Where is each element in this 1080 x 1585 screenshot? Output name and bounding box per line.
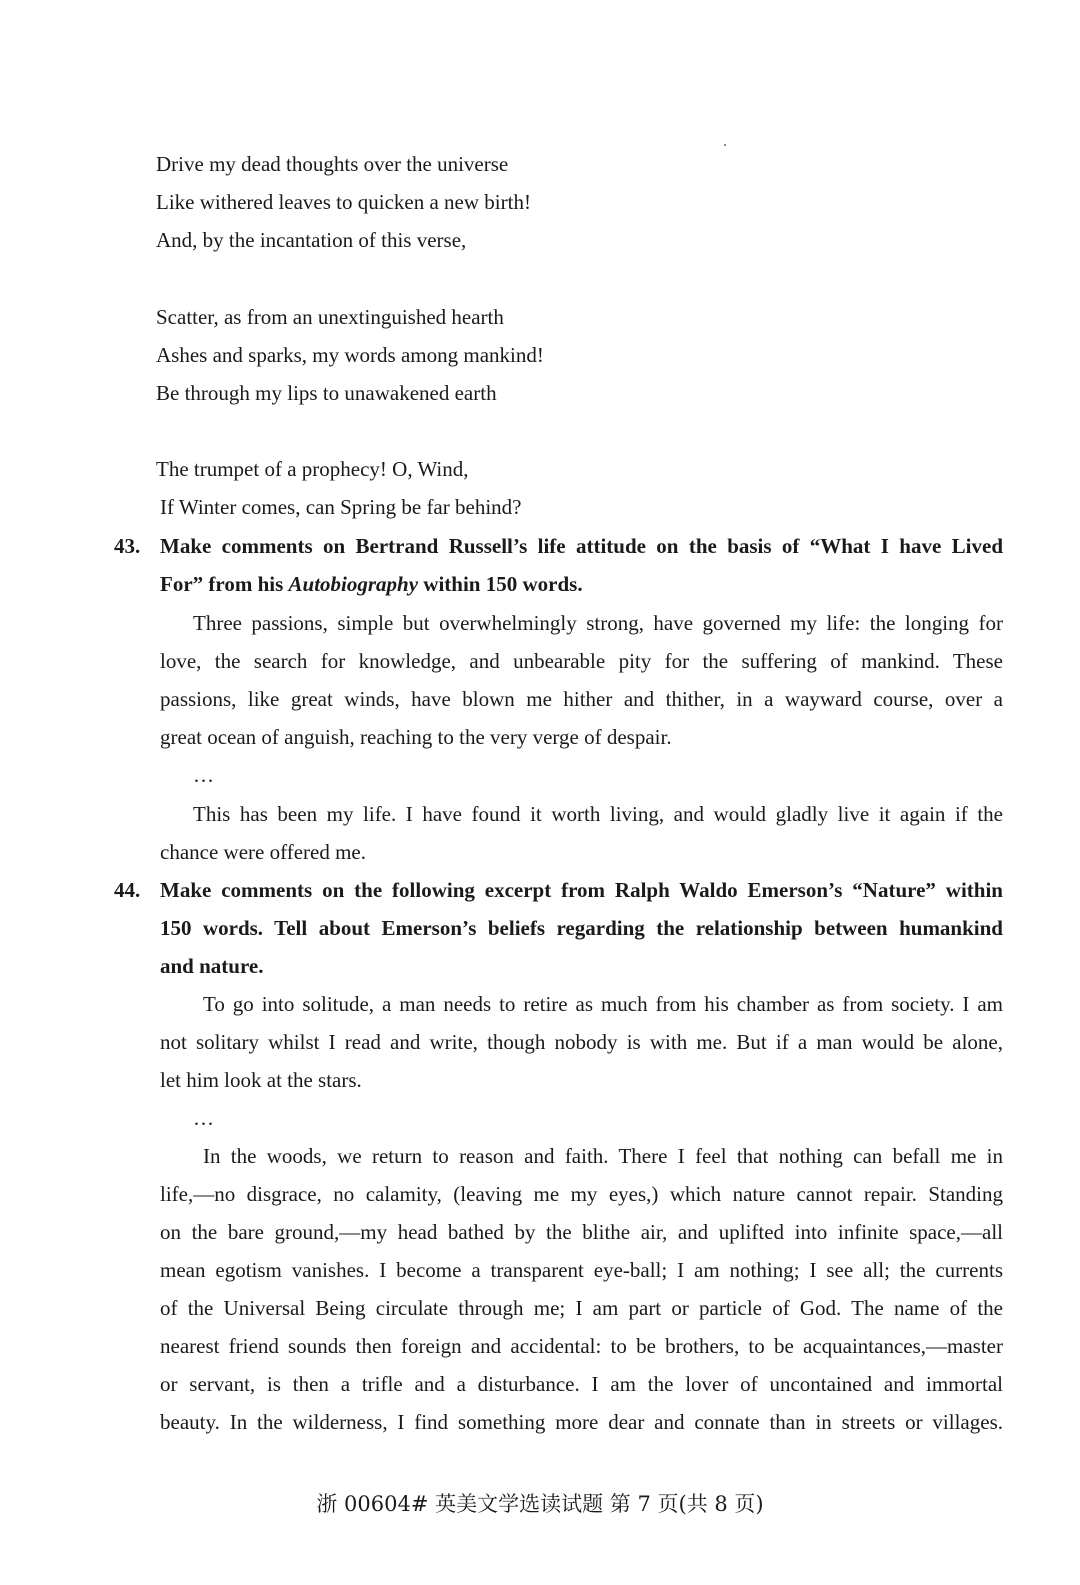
poem-line: Be through my lips to unawakened earth — [156, 381, 497, 405]
excerpt-line: great ocean of anguish, reaching to the very verge of despair. — [160, 725, 672, 749]
excerpt-line: nearest friend sounds then foreign and accidental: to be brothers, to be acquaintances,—master — [160, 1334, 1003, 1358]
excerpt-line: mean egotism vanishes. I become a transparent eye-ball; I am nothing; I see all; the currents — [160, 1258, 1003, 1282]
ellipsis: … — [193, 1106, 214, 1130]
excerpt-line: chance were offered me. — [160, 840, 366, 864]
excerpt-line: To go into solitude, a man needs to retire as much from his chamber as from society. I am — [203, 992, 1003, 1016]
excerpt-line: Three passions, simple but overwhelmingly strong, have governed my life: the longing for — [193, 611, 1003, 635]
question-number: 44. — [114, 878, 141, 902]
poem-line: Scatter, as from an unextinguished hearth — [156, 305, 504, 329]
excerpt-line: of the Universal Being circulate through me; I am part or particle of God. The name of the — [160, 1296, 1003, 1320]
poem-line: Ashes and sparks, my words among mankind! — [156, 343, 544, 367]
excerpt-line: passions, like great winds, have blown me hither and thither, in a wayward course, over a — [160, 687, 1003, 711]
poem-line: Like withered leaves to quicken a new birth! — [156, 190, 531, 214]
question-prompt: and nature. — [160, 954, 264, 978]
excerpt-line: This has been my life. I have found it worth living, and would gladly live it again if the — [193, 802, 1003, 826]
excerpt-line: love, the search for knowledge, and unbearable pity for the suffering of mankind. These — [160, 649, 1003, 673]
excerpt-line: let him look at the stars. — [160, 1068, 362, 1092]
excerpt-line: not solitary whilst I read and write, though nobody is with me. But if a man would be alone, — [160, 1030, 1003, 1054]
excerpt-line: on the bare ground,—my head bathed by the blithe air, and uplifted into infinite space,—all — [160, 1220, 1003, 1244]
question-number: 43. — [114, 534, 141, 558]
poem-line: If Winter comes, can Spring be far behind? — [160, 495, 522, 519]
scan-speck — [724, 144, 726, 146]
page-footer: 浙 00604# 英美文学选读试题 第 7 页(共 8 页) — [316, 1492, 764, 1516]
ellipsis: … — [193, 763, 214, 787]
poem-line: And, by the incantation of this verse, — [156, 228, 467, 252]
poem-line: The trumpet of a prophecy! O, Wind, — [156, 457, 469, 481]
question-prompt: Make comments on Bertrand Russell’s life attitude on the basis of “What I have Lived — [160, 534, 1003, 558]
question-prompt: 150 words. Tell about Emerson’s beliefs regarding the relationship between humankind — [160, 916, 1003, 940]
book-title: Autobiography — [288, 572, 419, 596]
excerpt-line: beauty. In the wilderness, I find something more dear and connate than in streets or villages. — [160, 1410, 1003, 1434]
question-prompt: For” from his Autobiography within 150 words. — [160, 572, 583, 596]
question-prompt: Make comments on the following excerpt from Ralph Waldo Emerson’s “Nature” within — [160, 878, 1003, 902]
excerpt-line: In the woods, we return to reason and faith. There I feel that nothing can befall me in — [203, 1144, 1003, 1168]
excerpt-line: or servant, is then a trifle and a disturbance. I am the lover of uncontained and immortal — [160, 1372, 1003, 1396]
excerpt-line: life,—no disgrace, no calamity, (leaving me my eyes,) which nature cannot repair. Standing — [160, 1182, 1003, 1206]
poem-line: Drive my dead thoughts over the universe — [156, 152, 509, 176]
